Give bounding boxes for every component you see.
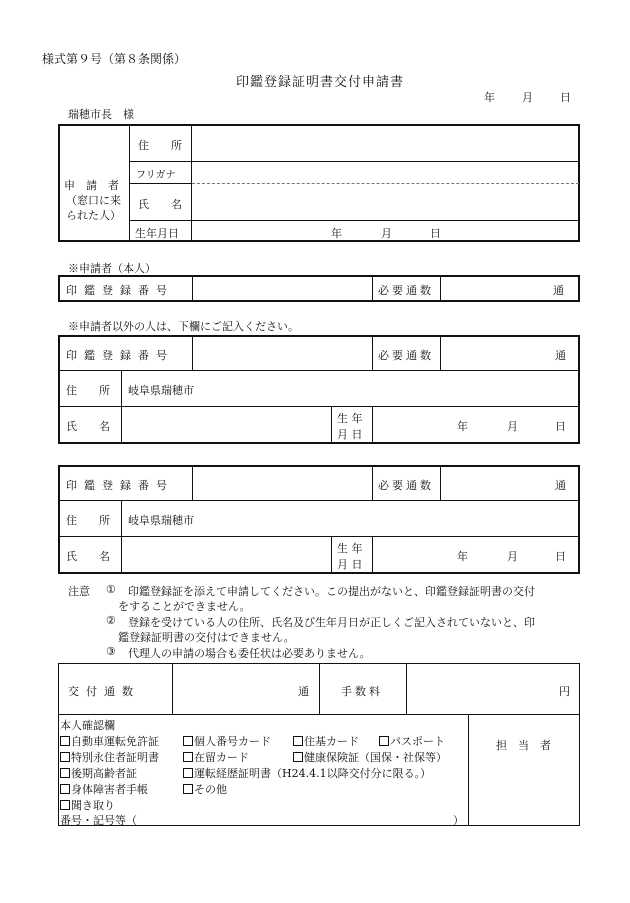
issued-copies-label: 交付通数	[68, 685, 140, 698]
notes-head: 注意	[68, 585, 90, 598]
proxy1-birth-year: 年	[457, 420, 468, 433]
id-option-driving-history[interactable]: 運転経歴証明書（H24.4.1以降交付分に限る。）	[183, 765, 431, 781]
proxy2-birth-label-1: 生 年	[337, 542, 363, 555]
self-copies-label: 必要通数	[378, 284, 434, 297]
applicant-birth-label: 生年月日	[135, 227, 179, 240]
applicant-birth-year: 年	[331, 227, 342, 240]
id-option-elderly-cert[interactable]: 後期高齢者証	[60, 765, 137, 781]
applicant-birth-month: 月	[381, 227, 392, 240]
fee-label: 手数料	[341, 685, 383, 698]
id-option-other[interactable]: その他	[183, 781, 227, 797]
checkbox-icon	[379, 736, 389, 746]
id-option-my-number-card[interactable]: 個人番号カード	[183, 733, 271, 749]
issued-copies-unit: 通	[298, 685, 309, 698]
proxy1-copies-unit: 通	[555, 349, 566, 362]
proxy1-birth-label-2: 月 日	[337, 428, 363, 441]
proxy1-birth-day: 日	[555, 420, 566, 433]
applicant-name-label: 氏 名	[138, 198, 182, 211]
id-option-interview[interactable]: 聞き取り	[60, 797, 115, 813]
id-number-label: 番号・記号等（	[60, 814, 137, 827]
note-3-line-1: 代理人の申請の場合も委任状は必要ありません。	[128, 647, 371, 660]
id-number-close: ）	[453, 814, 464, 827]
proxy1-birth-label-1: 生 年	[337, 412, 363, 425]
date-month: 月	[522, 91, 533, 104]
applicant-name-field[interactable]	[194, 186, 577, 218]
proxy2-birth-label-2: 月 日	[337, 558, 363, 571]
proxy2-copies-label: 必要通数	[378, 479, 434, 492]
id-option-health-insurance[interactable]: 健康保険証（国保・社保等）	[293, 749, 447, 765]
checkbox-icon	[293, 752, 303, 762]
self-copies-unit: 通	[553, 284, 564, 297]
date-year: 年	[484, 91, 495, 104]
checkbox-icon	[183, 768, 193, 778]
checkbox-icon	[293, 736, 303, 746]
self-note: ※申請者（本人）	[68, 262, 156, 275]
note-2-line-2: 鑑登録証明書の交付はできません。	[118, 631, 295, 644]
applicant-address-field[interactable]	[194, 128, 577, 159]
checkbox-icon	[60, 768, 70, 778]
note-1-line-1: 印鑑登録証を添えて申請してください。この提出がないと、印鑑登録証明書の交付	[128, 585, 535, 598]
applicant-label-1: 申 請 者	[64, 179, 119, 192]
checkbox-icon	[60, 736, 70, 746]
id-option-juki-card[interactable]: 住基カード	[293, 733, 359, 749]
proxy2-birth-day: 日	[555, 550, 566, 563]
applicant-address-label: 住 所	[138, 139, 182, 152]
proxy2-seal-number-label: 印鑑登録番号	[66, 479, 174, 492]
applicant-label-3: られた人）	[66, 209, 121, 222]
self-seal-number-label: 印鑑登録番号	[66, 284, 174, 297]
id-option-disability-book[interactable]: 身体障害者手帳	[60, 781, 148, 797]
checkbox-icon	[60, 800, 70, 810]
form-title: 印鑑登録証明書交付申請書	[236, 75, 405, 90]
proxy2-address-prefix: 岐阜県瑞穂市	[128, 514, 194, 527]
checkbox-icon	[183, 736, 193, 746]
proxy2-copies-unit: 通	[555, 479, 566, 492]
staff-label: 担 当 者	[496, 739, 551, 752]
proxy1-name-label: 氏 名	[66, 420, 110, 433]
proxy1-copies-label: 必要通数	[378, 349, 434, 362]
applicant-furigana-label: フリガナ	[136, 170, 176, 181]
date-day: 日	[560, 91, 571, 104]
checkbox-icon	[60, 784, 70, 794]
note-2-mark: ②	[106, 614, 116, 627]
note-3-mark: ③	[106, 645, 116, 658]
proxy2-address-label: 住 所	[66, 514, 110, 527]
proxy2-birth-year: 年	[457, 550, 468, 563]
id-option-residence-card[interactable]: 在留カード	[183, 749, 249, 765]
proxy1-address-prefix: 岐阜県瑞穂市	[128, 384, 194, 397]
note-1-mark: ①	[106, 583, 116, 596]
proxy1-birth-month: 月	[507, 420, 518, 433]
applicant-furigana-field[interactable]	[194, 164, 577, 181]
id-option-passport[interactable]: パスポート	[379, 733, 445, 749]
id-check-title: 本人確認欄	[60, 719, 115, 732]
others-note: ※申請者以外の人は、下欄にご記入ください。	[68, 320, 299, 333]
id-option-drivers-license[interactable]: 自動車運転免許証	[60, 733, 159, 749]
applicant-birth-day: 日	[430, 227, 441, 240]
applicant-label-2: （窓口に来	[66, 194, 121, 207]
proxy1-seal-number-label: 印鑑登録番号	[66, 349, 174, 362]
id-option-special-permanent[interactable]: 特別永住者証明書	[60, 749, 159, 765]
fee-unit: 円	[559, 685, 570, 698]
checkbox-icon	[60, 752, 70, 762]
note-1-line-2: をすることができません。	[118, 600, 251, 613]
proxy2-name-label: 氏 名	[66, 550, 110, 563]
proxy2-birth-month: 月	[507, 550, 518, 563]
note-2-line-1: 登録を受けている人の住所、氏名及び生年月日が正しくご記入されていないと、印	[128, 616, 535, 629]
checkbox-icon	[183, 784, 193, 794]
form-number: 様式第９号（第８条関係）	[42, 52, 187, 66]
proxy1-address-label: 住 所	[66, 384, 110, 397]
checkbox-icon	[183, 752, 193, 762]
addressee: 瑞穂市長 様	[68, 108, 134, 121]
